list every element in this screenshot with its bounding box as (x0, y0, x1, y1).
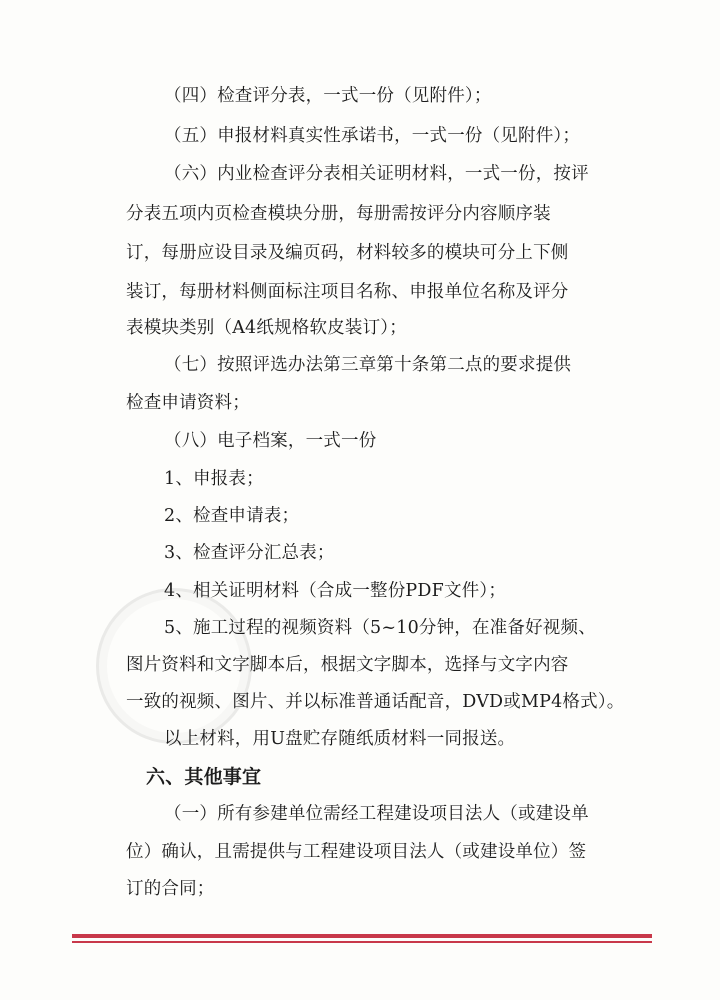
other-item-1-line-1: （一）所有参建单位需经工程建设项目法人（或建设单 (164, 804, 589, 824)
section-heading-other-matters: 六、其他事宜 (146, 766, 262, 788)
submission-note: 以上材料，用U盘贮存随纸质材料一同报送。 (164, 729, 516, 749)
item-8-electronic-archive: （八）电子档案，一式一份 (164, 431, 377, 451)
item-7-line-2: 检查申请资料； (126, 393, 250, 413)
sub-item-5-line-2: 图片资料和文字脚本后，根据文字脚本，选择与文字内容 (126, 655, 569, 675)
item-4-checklist: （四）检查评分表，一式一份（见附件）； (164, 86, 492, 106)
sub-item-1: 1、申报表； (164, 469, 264, 489)
sub-item-3: 3、检查评分汇总表； (164, 543, 335, 563)
item-6-line-1: （六）内业检查评分表相关证明材料，一式一份，按评 (164, 164, 589, 184)
footer-rule-thin (72, 941, 652, 943)
footer-rule-thick (72, 934, 652, 938)
item-7-line-1: （七）按照评选办法第三章第十条第二点的要求提供 (164, 355, 572, 375)
item-6-line-5: 表模块类别（A4纸规格软皮装订）； (126, 318, 407, 338)
item-5-commitment: （五）申报材料真实性承诺书，一式一份（见附件）； (164, 126, 581, 146)
item-6-line-2: 分表五项内页检查模块分册，每册需按评分内容顺序装 (126, 204, 551, 224)
sub-item-5-line-3: 一致的视频、图片、并以标准普通话配音，DVD或MP4格式）。 (126, 692, 625, 712)
sub-item-2: 2、检查申请表； (164, 506, 300, 526)
other-item-1-line-3: 订的合同； (126, 879, 215, 899)
item-6-line-4: 装订，每册材料侧面标注项目名称、申报单位名称及评分 (126, 282, 569, 302)
sub-item-5-line-1: 5、施工过程的视频资料（5~10分钟，在准备好视频、 (164, 618, 596, 638)
other-item-1-line-2: 位）确认，且需提供与工程建设项目法人（或建设单位）签 (126, 842, 587, 862)
sub-item-4: 4、相关证明材料（合成一整份PDF文件）； (164, 581, 507, 601)
item-6-line-3: 订，每册应设目录及编页码，材料较多的模块可分上下侧 (126, 243, 569, 263)
